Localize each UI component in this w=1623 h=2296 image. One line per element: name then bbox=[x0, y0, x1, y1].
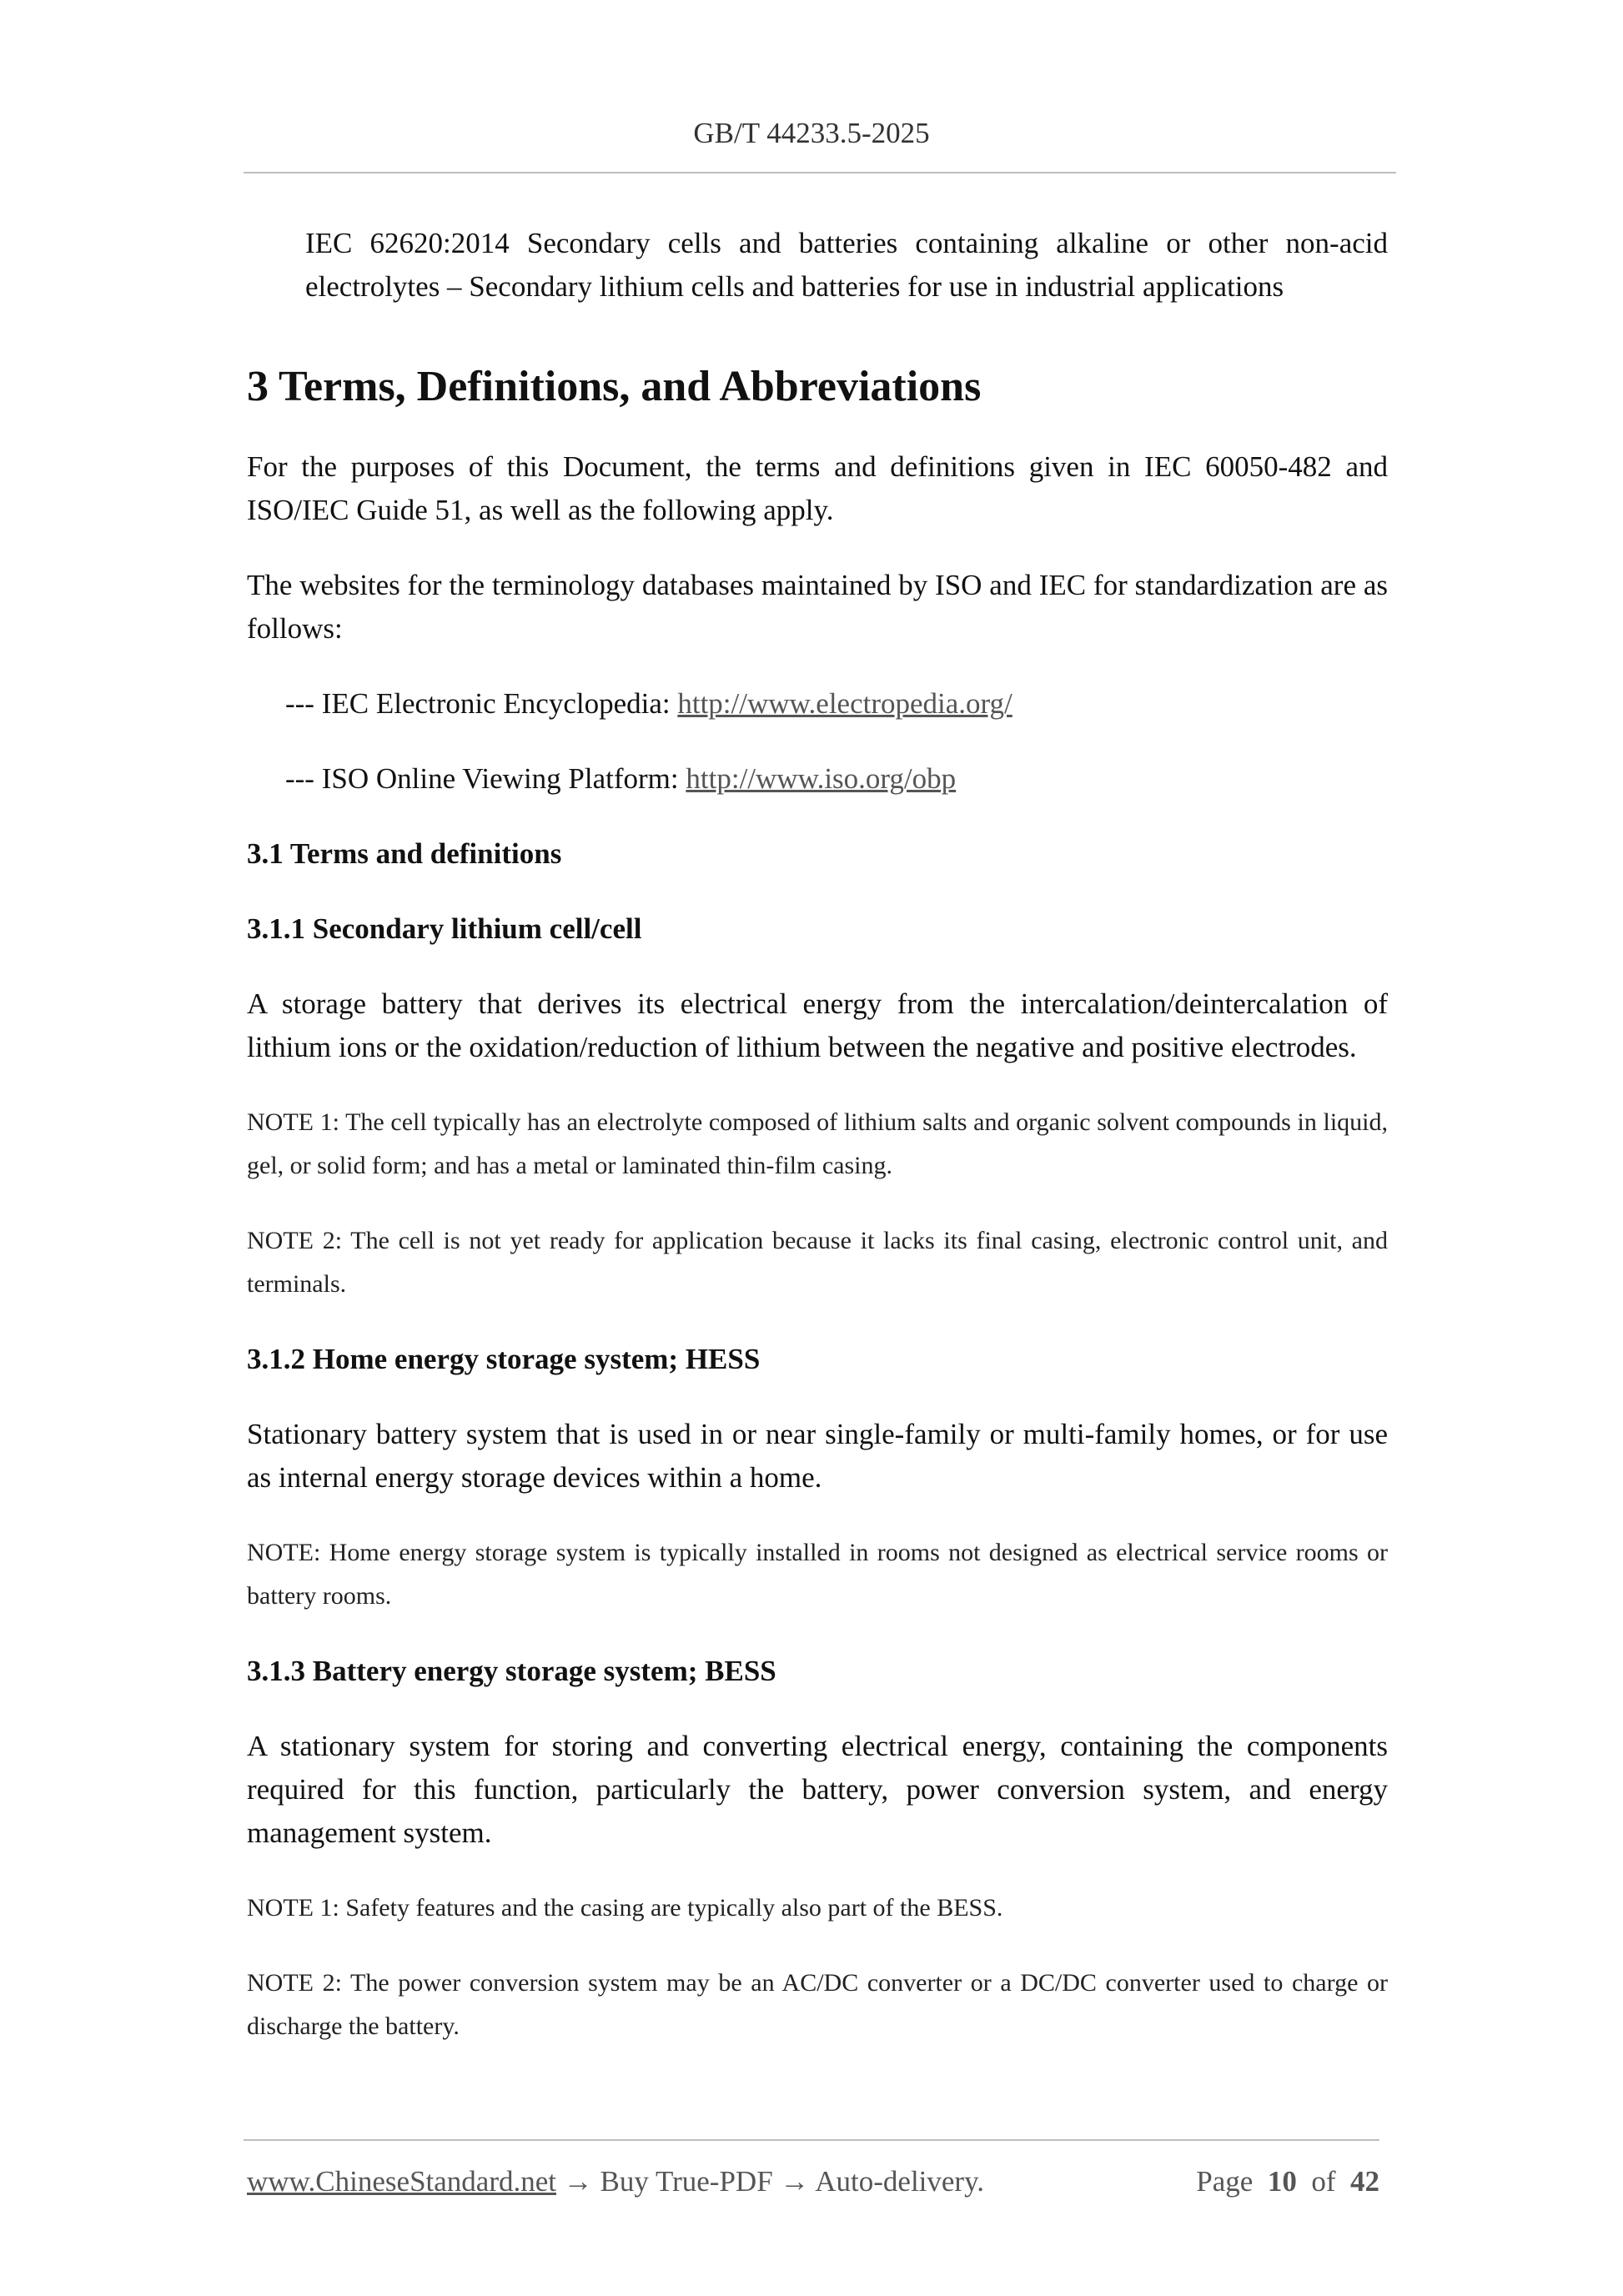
page-word: Page bbox=[1196, 2165, 1254, 2198]
term-note: NOTE 1: The cell typically has an electrolyte composed of lithium salts and organic solvent compounds in liquid, gel, or solid form; and has a metal or laminated thin-film casing. bbox=[247, 1108, 1388, 1179]
website-item-iec bbox=[247, 682, 1388, 726]
website-label: --- IEC Electronic Encyclopedia: bbox=[285, 687, 678, 720]
iso-obp-link[interactable]: http://www.iso.org/obp bbox=[686, 762, 957, 795]
reference-entry: IEC 62620:2014 Secondary cells and batteries containing alkaline or other non-acid electrolytes – Secondary lithium cells and batteries for use in industrial applications bbox=[305, 227, 1388, 303]
arrow-right-icon: → bbox=[780, 2165, 810, 2198]
buy-text: Buy True-PDF bbox=[600, 2165, 773, 2198]
footer-promo bbox=[247, 2160, 984, 2203]
subsection-heading: 3.1 Terms and definitions bbox=[247, 837, 562, 870]
website-label: --- ISO Online Viewing Platform: bbox=[285, 762, 686, 795]
term-definition: A storage battery that derives its electrical energy from the intercalation/deintercalation of lithium ions or the oxidation/reduction of lithium between the negative and positive electrodes. bbox=[247, 987, 1388, 1063]
term-heading: 3.1.3 Battery energy storage system; BESS bbox=[247, 1655, 776, 1687]
term-note: NOTE: Home energy storage system is typically installed in rooms not designed as electrical service rooms or battery rooms. bbox=[247, 1539, 1388, 1610]
section-heading: 3 Terms, Definitions, and Abbreviations bbox=[247, 363, 982, 410]
total-pages: 42 bbox=[1350, 2165, 1379, 2198]
site-link[interactable]: www.ChineseStandard.net bbox=[247, 2165, 556, 2198]
term-note: NOTE 2: The cell is not yet ready for application because it lacks its final casing, electronic control unit, and terminals. bbox=[247, 1227, 1388, 1298]
electropedia-link[interactable]: http://www.electropedia.org/ bbox=[677, 687, 1012, 720]
of-word: of bbox=[1311, 2165, 1336, 2198]
term-heading: 3.1.2 Home energy storage system; HESS bbox=[247, 1343, 761, 1375]
page-footer bbox=[247, 2160, 1379, 2203]
websites-paragraph: The websites for the terminology databases maintained by ISO and IEC for standardization are as follows: bbox=[247, 569, 1388, 645]
header-divider bbox=[244, 172, 1396, 173]
intro-paragraph: For the purposes of this Document, the terms and definitions given in IEC 60050-482 and ISO/IEC Guide 51, as well as the following apply. bbox=[247, 450, 1388, 526]
page-number: 10 bbox=[1267, 2165, 1297, 2198]
term-definition: A stationary system for storing and converting electrical energy, containing the components required for this function, particularly the battery, power conversion system, and energy management system. bbox=[247, 1730, 1388, 1849]
website-item-iso bbox=[247, 757, 1388, 801]
header-doc-id: GB/T 44233.5-2025 bbox=[693, 117, 930, 149]
page-counter bbox=[1196, 2160, 1379, 2203]
term-heading: 3.1.1 Secondary lithium cell/cell bbox=[247, 912, 642, 945]
footer-divider bbox=[244, 2139, 1379, 2141]
term-note: NOTE 2: The power conversion system may be an AC/DC converter or a DC/DC converter used to charge or discharge the battery. bbox=[247, 1969, 1388, 2040]
page-body bbox=[247, 222, 1388, 2048]
term-definition: Stationary battery system that is used in or near single-family or multi-family homes, or for use as internal energy storage devices within a home. bbox=[247, 1418, 1388, 1494]
delivery-text: Auto-delivery. bbox=[815, 2165, 985, 2198]
term-note: NOTE 1: Safety features and the casing are typically also part of the BESS. bbox=[247, 1894, 1003, 1922]
arrow-right-icon: → bbox=[563, 2165, 593, 2198]
